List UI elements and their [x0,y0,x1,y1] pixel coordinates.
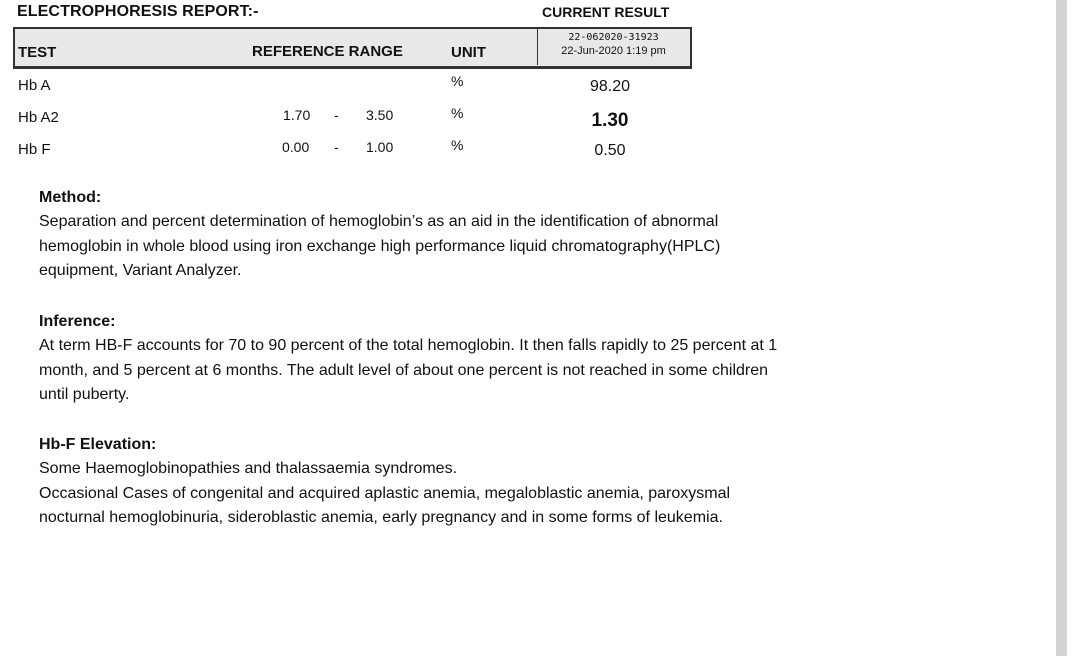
unit: % [451,105,464,121]
result-value: 98.20 [589,78,631,95]
reference-dash: - [334,139,339,155]
result-value: 1.30 [591,110,629,131]
method-text: Separation and percent determination of hemoglobin’s as an aid in the identification of abnormal hemoglobin in whole blood using iron exchange high performance liquid chromatography(HPLC) equipment, Variant Analyzer. [39,213,721,279]
column-header-unit: UNIT [451,44,486,61]
hbf-elevation-line2: Occasional Cases of congenital and acquired aplastic anemia, megaloblastic anemia, paroxysmal nocturnal hemoglobinuria, sideroblastic anemia, early pregnancy and in some forms of leukemia. [39,484,731,526]
reference-high: 1.00 [366,139,394,155]
hbf-elevation-heading: Hb-F Elevation: [39,436,157,453]
hbf-elevation-section [39,436,799,531]
inference-section [39,313,799,408]
hbf-elevation-line1: Some Haemoglobinopathies and thalassaemia syndromes. [39,460,458,477]
result-value: 0.50 [594,142,626,159]
inference-text: At term HB-F accounts for 70 to 90 percent of the total hemoglobin. It then falls rapidly to 25 percent at 1 month, and 5 percent at 6 months. The adult level of about one percent is not reached in some children until puberty. [39,337,778,403]
reference-dash: - [334,107,339,123]
method-section [39,189,799,284]
scrollbar-track[interactable] [1056,0,1067,656]
method-heading: Method: [39,189,102,206]
reference-high: 3.50 [366,107,394,123]
test-name: Hb F [18,141,51,158]
report-title: ELECTROPHORESIS REPORT:- [17,3,259,20]
current-result-label: CURRENT RESULT [542,4,670,20]
unit: % [451,137,464,153]
inference-heading: Inference: [39,313,116,330]
sample-datetime: 22-Jun-2020 1:19 pm [561,45,666,57]
test-name: Hb A2 [18,109,59,126]
test-name: Hb A [18,77,51,94]
reference-low: 1.70 [283,107,311,123]
sample-id: 22-062020-31923 [568,32,659,43]
reference-low: 0.00 [282,139,310,155]
column-header-test: TEST [18,44,57,61]
unit: % [451,73,464,89]
column-header-reference-range: REFERENCE RANGE [252,43,403,60]
